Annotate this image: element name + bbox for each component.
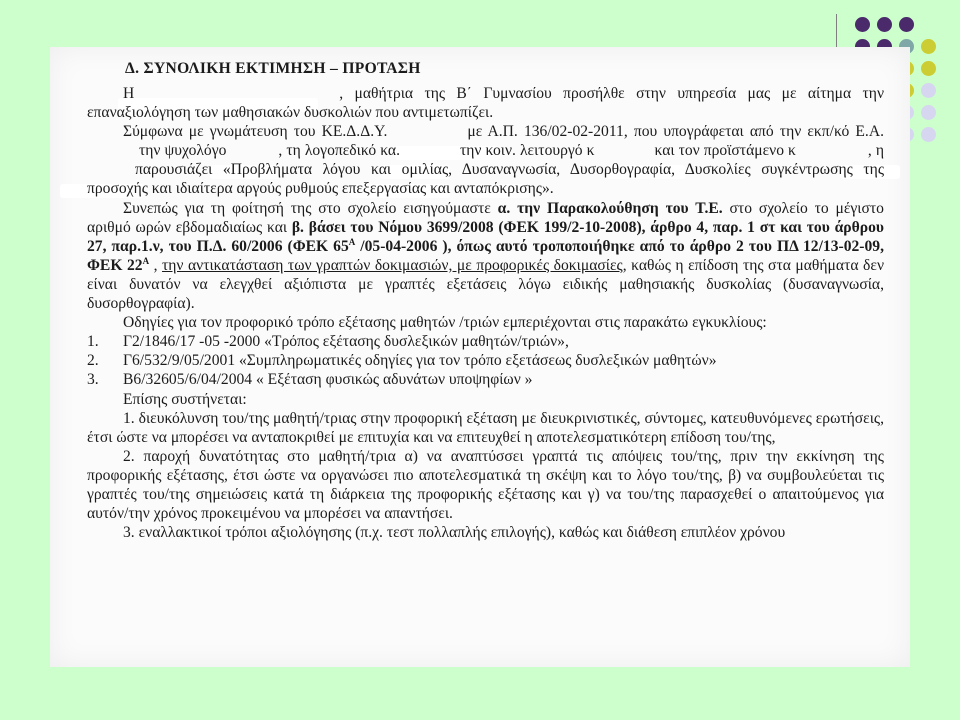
text-span: Συνεπώς για τη φοίτησή της στο σχολείο εισηγούμαστε — [123, 199, 498, 217]
text-span: την αντικατάσταση των γραπτών δοκιμασιών, με προφορικές δοκιμασίες — [162, 256, 623, 274]
list-text: Γ2/1846/17 -05 -2000 «Τρόπος εξέτασης δυσλεξικών μαθητών/τριών», — [123, 333, 569, 351]
text-span: Σύμφωνα με γνωμάτευση του ΚΕ.Δ.Δ.Υ. — [123, 123, 388, 141]
text-span: /05-04-2006 ), όπως αυτό τροποποιήθηκε από το άρθρο 2 του ΠΔ 12/13-02-09, ΦΕΚ 22 — [87, 237, 884, 274]
list-item — [87, 332, 884, 351]
decor-dot — [921, 127, 936, 142]
scanned-document — [50, 47, 910, 667]
decor-dot — [899, 17, 914, 32]
text-span: την ψυχολόγο — [139, 142, 227, 160]
paragraph-instructions: Οδηγίες για τον προφορικό τρόπο εξέτασης μαθητών /τριών εμπεριέχονται στις παρακάτω εγκυκλίους: — [123, 314, 767, 332]
superscript: Α — [348, 236, 356, 247]
decor-dot — [877, 17, 892, 32]
recommendation-item: 1. διευκόλυνση του/της μαθητή/τριας στην προφορική εξέταση με διευκρινιστικές, σύντομες, κατευθυνόμενες ερωτήσεις, έτσι ώστε να μπορέσει να ανταποκριθεί με επιτυχία και να επιτευχθεί η αποτελεσματικότερη επίδοση του/της, — [87, 409, 884, 446]
text-span: με Α.Π. 136/02-02-2011, που υπογράφεται από την εκπ/κό Ε.Α. — [467, 123, 884, 141]
text-span: β. βάσει του Νόμου 3699/2008 (ΦΕΚ 199/2-10-2008), άρθρο 4, παρ. 1 στ και του άρθρου 27, παρ.1.ν, του Π.Δ. 60/2006 (ΦΕΚ 65 — [87, 218, 884, 255]
paragraph-request — [87, 84, 884, 122]
text-span: , τη λογοπεδικό κα. — [278, 142, 400, 160]
list-text: Β6/32605/6/04/2004 « Εξέταση φυσικώς αδυνάτων υποψηφίων » — [123, 371, 533, 389]
text-span: , μαθήτρια της Β΄ Γυμνασίου προσήλθε στην υπηρεσία μας με αίτημα την επαναξιολόγηση των μαθησιακών δυσκολιών που αντιμετωπίζει. — [87, 85, 884, 122]
recommendation-item: 2. παροχή δυνατότητας στο μαθητή/τρια α) να αναπτύσσει γραπτά τις απόψεις του/της, πριν την εκκίνηση της προφορικής εξέτασης, έτσι ώστε να οργανώσει πιο αποτελεσματικά τη σκέψη και το λόγο του/της, β) να συμβουλεύεται τις γραπτές του/της σημειώσεις κατά τη διάρκεια της προφορικής εξέτασης και γ) να του/της παρασχεθεί ο απαιτούμενος για αυτόν/την χρόνος προκειμένου να μπορέσει να απαντήσει. — [87, 447, 884, 523]
decor-dot — [921, 83, 936, 98]
decor-dot — [855, 17, 870, 32]
document-text — [87, 59, 884, 542]
text-span: Η — [123, 85, 135, 102]
text-span: , η — [867, 142, 885, 160]
text-span: παρουσιάζει «Προβλήματα λόγου και ομιλίας, Δυσαναγνωσία, Δυσορθογραφία, Δυσκολίες συγκέντρωσης της προσοχής και ιδιαίτερα αργούς ρυθμούς επεξεργασίας και ανταπόκρισης». — [87, 161, 884, 198]
circulars-list — [87, 332, 884, 389]
list-number: 1. — [87, 333, 99, 351]
superscript: Α — [142, 255, 150, 266]
recommendation-item: 3. εναλλακτικοί τρόποι αξιολόγησης (π.χ. τεστ πολλαπλής επιλογής), καθώς και διάθεση επιπλέον χρόνου — [123, 524, 786, 542]
text-span: στο σχολείο το μέγιστο αριθμό ωρών εβδομαδιαίως και — [87, 199, 884, 236]
list-number: 3. — [87, 371, 99, 389]
text-span: την κοιν. λειτουργό κ — [459, 142, 595, 160]
text-span: και τον προϊστάμενο κ — [654, 142, 796, 160]
paragraph-also: Επίσης συστήνεται: — [123, 390, 247, 408]
list-number: 2. — [87, 352, 99, 370]
decor-dot — [921, 105, 936, 120]
list-item — [87, 370, 884, 389]
list-text: Γ6/532/9/05/2001 «Συμπληρωματικές οδηγίες για τον τρόπο εξετάσεως δυσλεξικών μαθητών» — [123, 352, 717, 370]
text-span: , καθώς η επίδοση της στα μαθήματα δεν είναι δυνατόν να ελεγχθεί αξιόπιστα με γραπτές εξετάσεις λόγω ειδικής μαθησιακής δυσκολίας (δυσαναγνωσία, δυσορθογραφία). — [87, 256, 884, 313]
text-span: α. την Παρακολούθηση του Τ.Ε. — [497, 199, 723, 217]
paragraph-diagnosis — [87, 122, 884, 198]
document-title: Δ. ΣΥΝΟΛΙΚΗ ΕΚΤΙΜΗΣΗ – ΠΡΟΤΑΣΗ — [125, 60, 421, 77]
list-item — [87, 351, 884, 370]
decor-dot — [921, 61, 936, 76]
text-span: , — [149, 256, 163, 274]
paragraph-recommendation — [87, 199, 884, 314]
decor-dot — [921, 39, 936, 54]
